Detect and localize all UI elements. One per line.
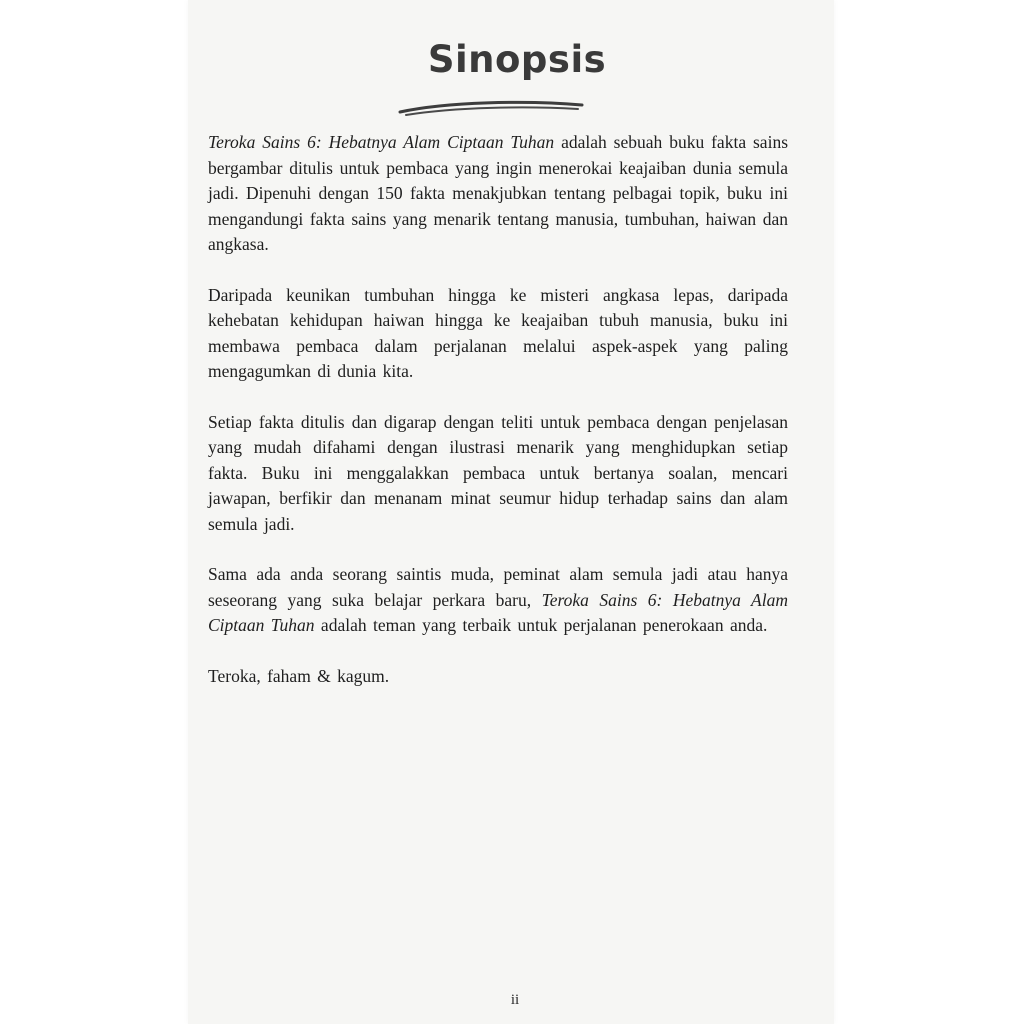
paragraph-3: Setiap fakta ditulis dan digarap dengan teliti untuk pembaca dengan penjelasan yang mudah difahami dengan ilustrasi menarik yang menghidupkan setiap fakta. Buku ini menggalakkan pembaca untuk bertanya soalan, mencari jawapan, berfikir dan menanam minat seumur hidup terhadap sains dan alam semula jadi. — [208, 411, 788, 534]
page-number: ii — [510, 992, 520, 1008]
paragraph-1-text: adalah sebuah buku fakta sains bergambar ditulis untuk pembaca yang ingin menerokai keajaiban dunia semula jadi. Dipenuhi dengan 150 fakta menakjubkan tentang pelbagai topik, buku ini mengandungi fakta sains yang menarik tentang manusia, tumbuhan, haiwan dan angkasa. — [208, 132, 789, 254]
book-title-italic: Teroka Sains 6: Hebatnya Alam Ciptaan Tuhan — [208, 132, 555, 152]
page-title: Sinopsis — [427, 38, 607, 81]
title-underline-swoosh — [396, 96, 586, 122]
synopsis-body — [208, 130, 788, 714]
paragraph-4-text-after: adalah teman yang terbaik untuk perjalanan penerokaan anda. — [314, 615, 768, 635]
closing-line: Teroka, faham & kagum. — [208, 665, 390, 686]
paragraph-4-text-before: Sama ada anda seorang saintis muda, peminat alam semula jadi atau hanya seseorang yang suka belajar perkara baru, — [208, 564, 788, 610]
book-page — [188, 0, 834, 1024]
paragraph-4 — [208, 562, 788, 639]
book-title-italic: Teroka Sains 6: Hebatnya Alam Ciptaan Tuhan — [208, 589, 788, 635]
paragraph-2: Daripada keunikan tumbuhan hingga ke misteri angkasa lepas, daripada kehebatan kehidupan haiwan hingga ke keajaiban tubuh manusia, buku ini membawa pembaca dalam perjalanan melalui aspek-aspek yang paling mengagumkan di dunia kita. — [208, 284, 788, 381]
paragraph-1 — [208, 130, 788, 258]
